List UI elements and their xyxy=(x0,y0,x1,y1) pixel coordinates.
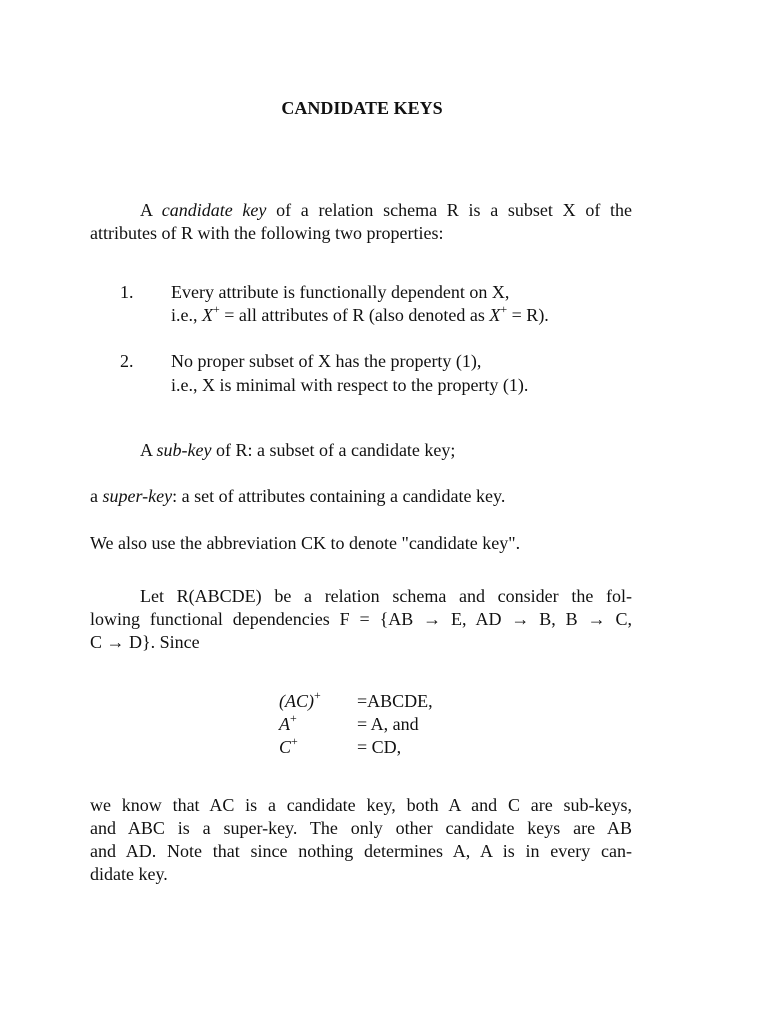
closure-1-expr: (AC) xyxy=(279,691,314,711)
closure-1-rhs: =ABCDE, xyxy=(357,691,433,711)
closure-2-expr: A xyxy=(279,714,290,734)
closure-2-rhs: = A, and xyxy=(357,714,419,734)
closure-3-expr: C xyxy=(279,737,292,757)
definition-line-2: attributes of R with the following two properties: xyxy=(90,223,444,243)
property-2-number: 2. xyxy=(120,351,134,371)
superkey-term: super-key xyxy=(102,486,173,506)
example-line-2: lowing functional dependencies F = {AB → E, AD → B, B → C, xyxy=(90,609,632,629)
conclusion-line-4: didate key. xyxy=(90,864,168,884)
closure-3-sup: + xyxy=(291,734,298,748)
closure-3-lhs xyxy=(279,736,298,759)
page-title: CANDIDATE KEYS xyxy=(281,98,443,118)
property-1-line-2-mid: = all attributes of R (also denoted as xyxy=(219,305,490,325)
property-1-number: 1. xyxy=(120,282,134,302)
closure-1-lhs xyxy=(279,690,321,713)
definition-intro: A xyxy=(140,200,162,220)
subkey-rest: of R: a subset of a candidate key; xyxy=(211,440,456,460)
subkey-definition xyxy=(90,439,632,462)
closure-2-sup: + xyxy=(290,711,297,725)
example-line-3: C → D}. Since xyxy=(90,632,200,652)
superkey-pre: a xyxy=(90,486,103,506)
example-line-1: Let R(ABCDE) be a relation schema and consider the fol- xyxy=(140,586,632,606)
property-2-line-2: i.e., X is minimal with respect to the property (1). xyxy=(171,375,529,395)
property-1-var-2: X xyxy=(489,305,501,325)
abbreviation-note: We also use the abbreviation CK to denote "candidate key". xyxy=(90,533,521,553)
closure-3-rhs: = CD, xyxy=(357,737,402,757)
conclusion-line-2: and ABC is a super-key. The only other candidate keys are AB xyxy=(90,818,632,838)
definition-line-1-rest: of a relation schema R is a subset X of the xyxy=(266,200,632,220)
property-1-line-1: Every attribute is functionally dependent on X, xyxy=(171,282,510,302)
definition-term: candidate key xyxy=(161,200,267,220)
property-1-sup-1: + xyxy=(213,302,220,316)
definition-line-1 xyxy=(90,199,632,222)
property-1-var-1: X xyxy=(202,305,213,325)
property-2-line-1: No proper subset of X has the property (1), xyxy=(171,351,482,371)
closure-1-sup: + xyxy=(314,688,321,702)
conclusion-line-1: we know that AC is a candidate key, both A and C are sub-keys, xyxy=(90,795,632,815)
closure-2-lhs xyxy=(279,713,297,736)
property-1-line-2-end: = R). xyxy=(507,305,549,325)
property-1-line-2 xyxy=(171,304,641,327)
subkey-term: sub-key xyxy=(156,440,212,460)
superkey-rest: : a set of attributes containing a candidate key. xyxy=(172,486,506,506)
superkey-definition xyxy=(90,485,632,508)
subkey-pre: A xyxy=(140,440,157,460)
property-1-line-2-pre: i.e., xyxy=(171,305,202,325)
conclusion-line-3: and AD. Note that since nothing determines A, A is in every can- xyxy=(90,841,632,861)
property-1-sup-2: + xyxy=(500,302,508,316)
